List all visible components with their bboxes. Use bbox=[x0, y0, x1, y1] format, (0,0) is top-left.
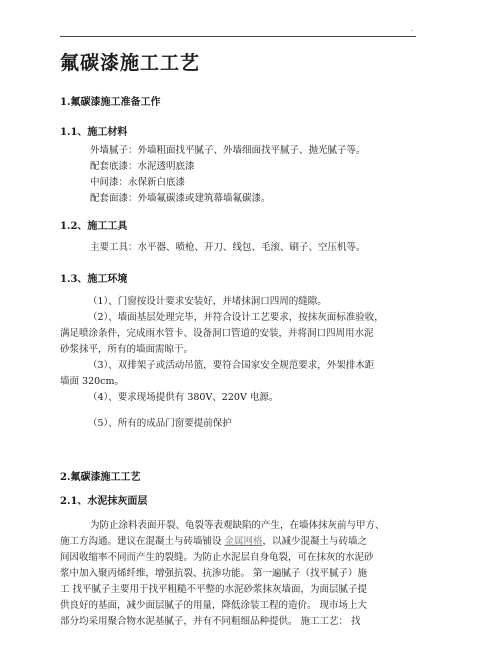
body-line: 工 找平腻子主要用于找平粗糙不平整的水泥砂浆抹灰墙面，为面层腻子提 bbox=[60, 584, 368, 595]
section-heading-2: 2.氟碳漆施工工艺 bbox=[60, 472, 141, 483]
body-line-text: ，以减少混凝土与砖墙之 bbox=[262, 536, 368, 547]
env-item-5: （5）、所有的成品门窗要提前保护 bbox=[88, 418, 232, 429]
env-item-1: （1）、门窗按设计要求安装好，并堵抹洞口四周的缝隙。 bbox=[88, 296, 327, 307]
body-line: 部分均采用聚合物水泥基腻子，并有不同粗细品种提供。 施工工艺： 找 bbox=[60, 616, 361, 627]
header-rule bbox=[60, 36, 416, 37]
page-title: 氟碳漆施工工艺 bbox=[60, 52, 201, 74]
section-heading-2-1: 2.1、水泥抹灰面层 bbox=[60, 496, 148, 507]
section-heading-1: 1.氟碳漆施工准备工作 bbox=[60, 97, 161, 108]
env-item-2-cont: 满足喷涂条件，完成雨水管卡、设备洞口管道的安装，并将洞口四周用水泥 bbox=[60, 328, 374, 339]
body-line: 间因收缩率不同而产生的裂缝。为防止水泥层自身龟裂，可在抹灰的水泥砂 bbox=[60, 552, 374, 563]
body-line: 供良好的基面，减少面层腻子的用量，降低涂装工程的造价。 现市场上大 bbox=[60, 600, 368, 611]
body-line: 浆中加入聚丙烯纤维，增强抗裂、抗渗功能。 第一遍腻子（找平腻子）施 bbox=[60, 568, 368, 579]
env-item-2-cont: 砂浆抹平，所有的墙面需晾干。 bbox=[60, 344, 194, 355]
body-line bbox=[60, 534, 367, 549]
body-line-text: 施工方沟通。建议在混凝土与砖墙铺设 bbox=[60, 536, 225, 547]
metal-mesh-link[interactable]: 金属网格 bbox=[224, 536, 263, 547]
body-line: 为防止涂料表面开裂、龟裂等表观缺陷的产生，在墙体抹灰前与甲方、 bbox=[90, 520, 385, 531]
section-heading-1-1: 1.1、施工材料 bbox=[60, 127, 128, 138]
env-item-3: （3）、双排架子或活动吊篮，要符合国家安全规范要求，外架排木距 bbox=[88, 360, 375, 371]
material-line: 配套底漆：水泥透明底漆 bbox=[90, 161, 195, 172]
section-heading-1-3: 1.3、施工环境 bbox=[60, 274, 128, 285]
env-item-2: （2）、墙面基层处理完毕，并符合设计工艺要求，按抹灰面标准验收， bbox=[88, 312, 384, 323]
section-heading-1-2: 1.2、施工工具 bbox=[60, 221, 128, 232]
tools-paragraph: 主要工具：水平器、喷枪、开刀、线包、毛滚、刷子、空压机等。 bbox=[90, 242, 366, 253]
page-mark: · bbox=[411, 27, 414, 35]
material-line: 外墙腻子：外墙粗面找平腻子、外墙细面找平腻子、抛光腻子等。 bbox=[90, 145, 366, 156]
env-item-4: （4）、要求现场提供有 380V、220V 电源。 bbox=[88, 392, 279, 403]
material-line: 中间漆：永保新白底漆 bbox=[90, 177, 186, 188]
material-line: 配套面漆：外墙氟碳漆或建筑幕墙氟碳漆。 bbox=[90, 193, 271, 204]
env-item-3-cont: 墙面 320cm。 bbox=[60, 376, 124, 387]
